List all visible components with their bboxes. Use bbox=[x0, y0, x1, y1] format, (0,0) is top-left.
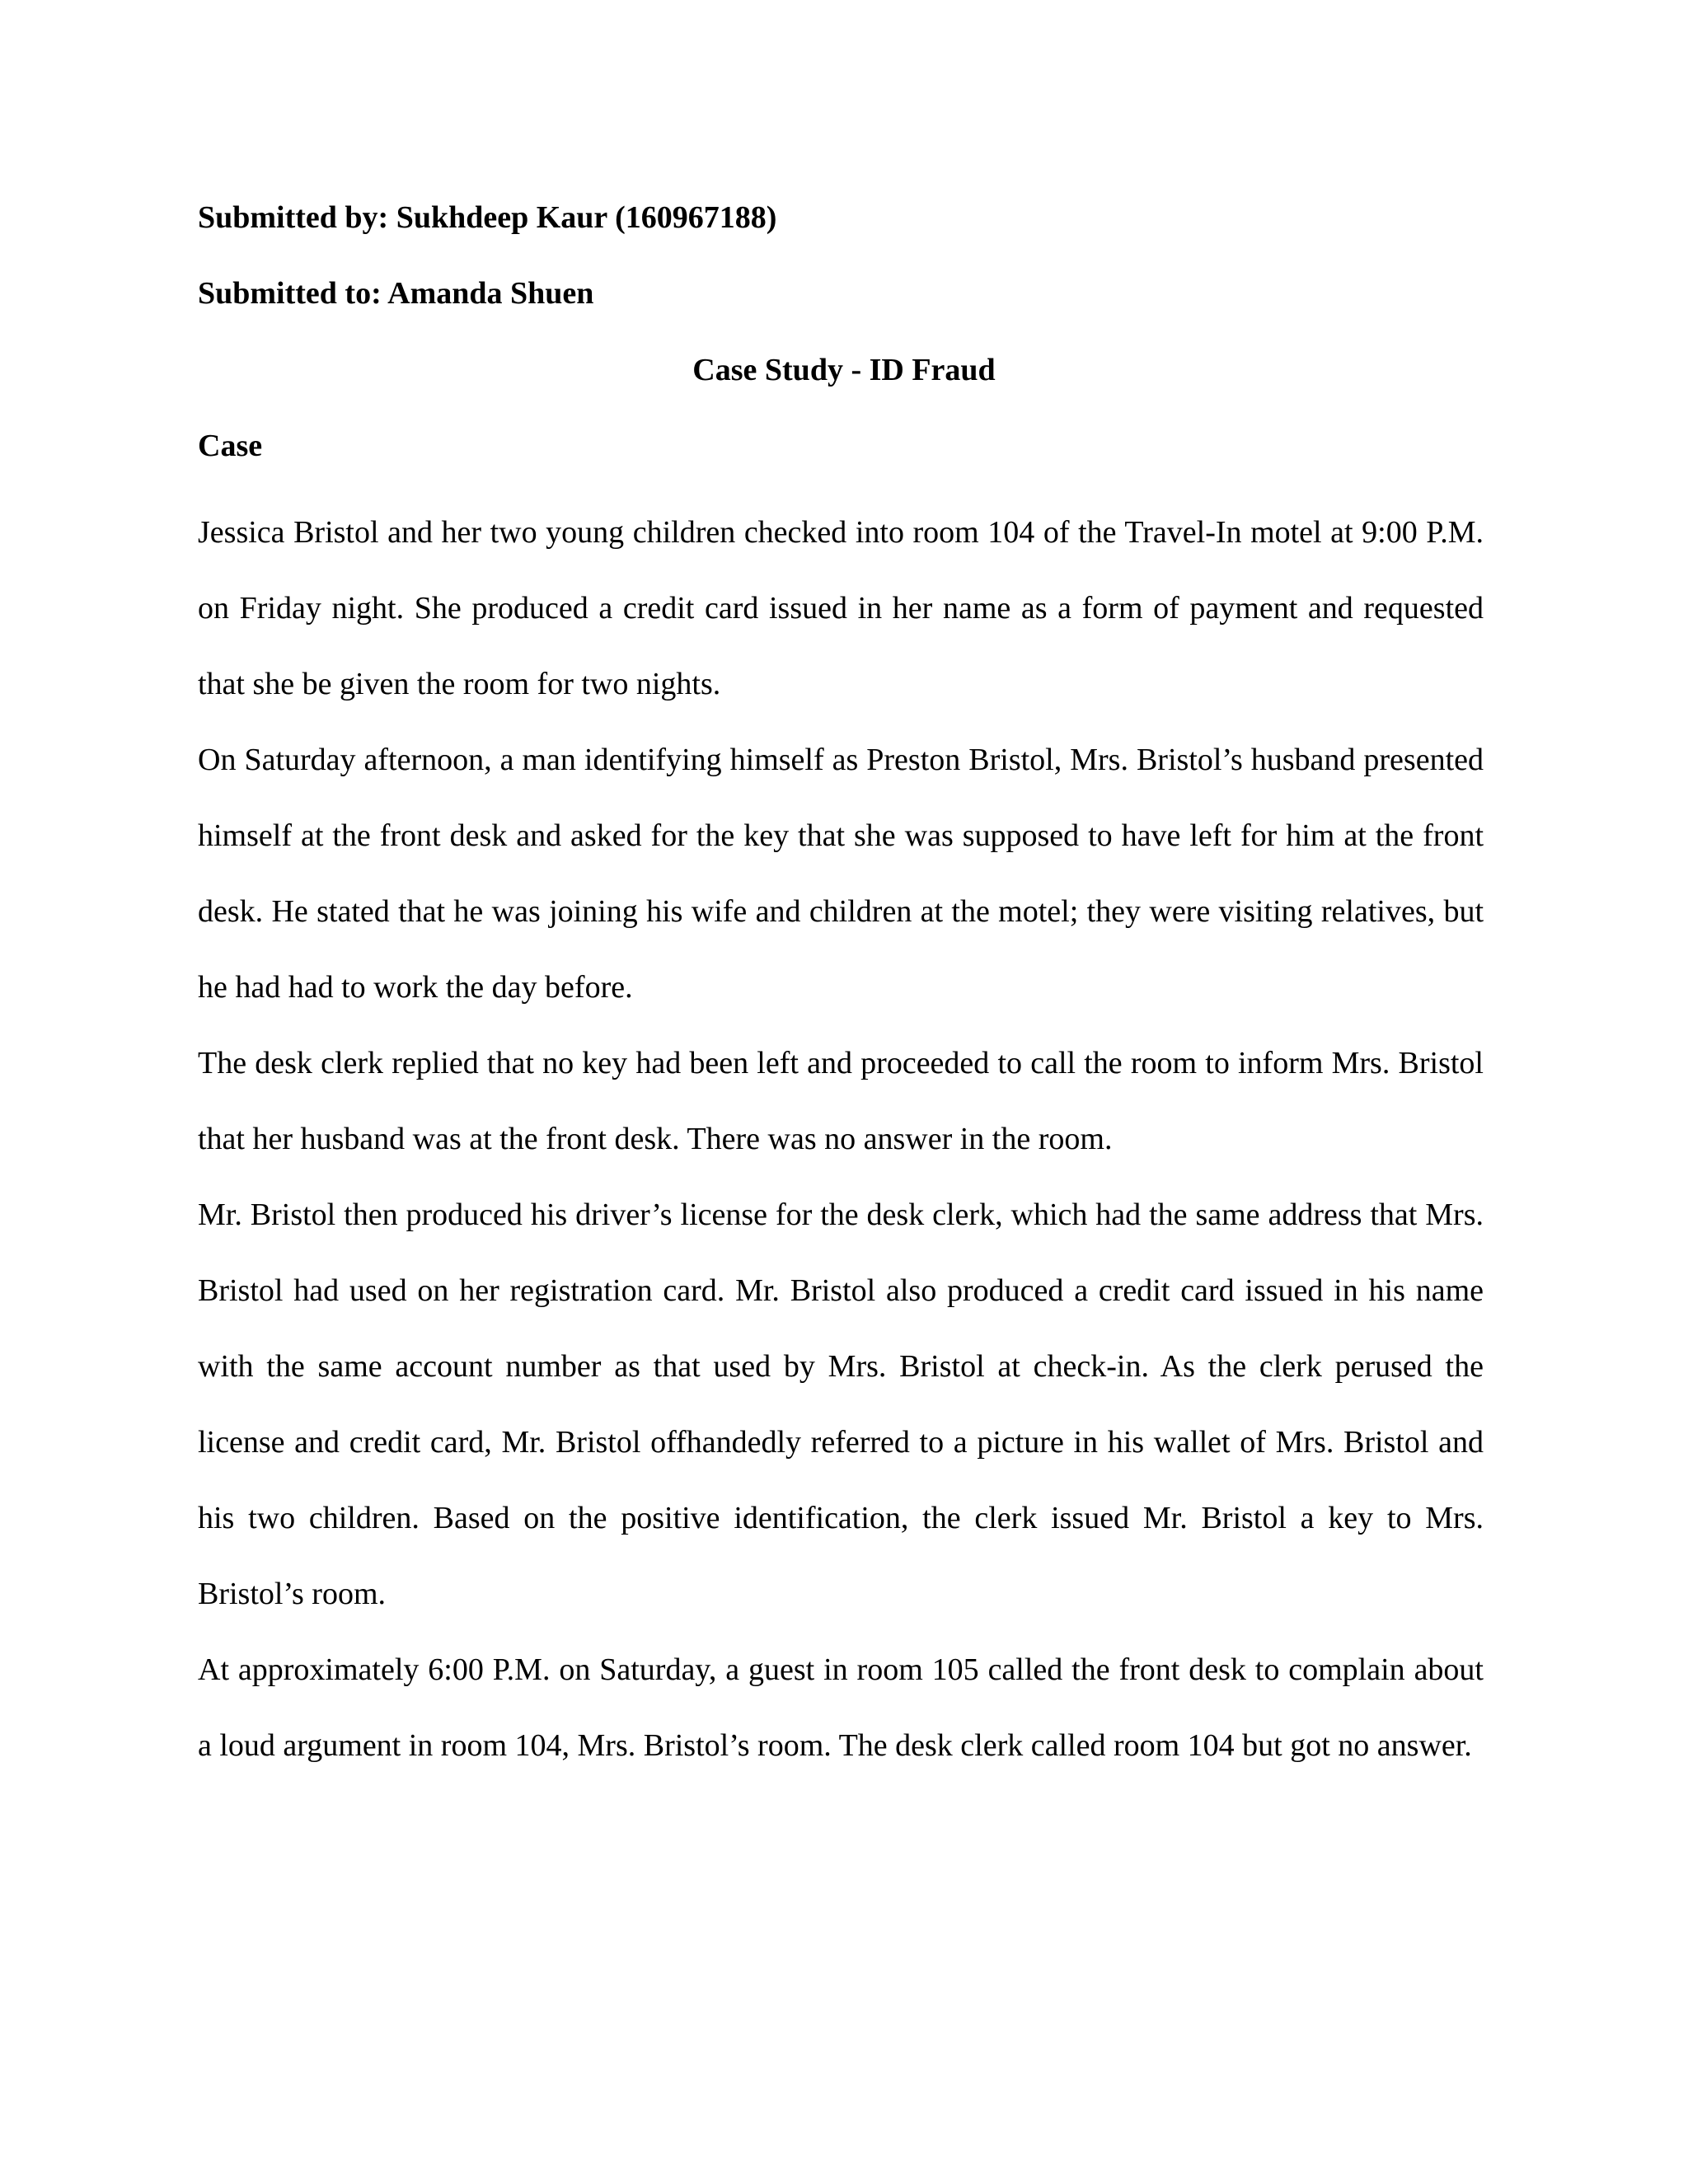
paragraph: Jessica Bristol and her two young children checked into room 104 of the Travel-In motel at 9:00 P.M. on Friday night. She produced a credit card issued in her name as a form of payment and requested that she be given the room for two nights. bbox=[198, 515, 1484, 701]
section-heading: Case bbox=[198, 429, 263, 463]
submitted-to: Submitted to: Amanda Shuen bbox=[198, 276, 594, 311]
paragraph: At approximately 6:00 P.M. on Saturday, a guest in room 105 called the front desk to complain about a loud argument in room 104, Mrs. Bristol’s room. The desk clerk called room 104 but got no answer. bbox=[198, 1652, 1484, 1763]
paragraph: The desk clerk replied that no key had been left and proceeded to call the room to inform Mrs. Bristol that her husband was at the front desk. There was no answer in the room. bbox=[198, 1046, 1484, 1156]
submitted-by: Submitted by: Sukhdeep Kaur (160967188) bbox=[198, 200, 777, 235]
document-title: Case Study - ID Fraud bbox=[692, 353, 996, 387]
paragraph: Mr. Bristol then produced his driver’s license for the desk clerk, which had the same address that Mrs. Bristol had used on her registration card. Mr. Bristol also produced a credit card issued in his name with the same account number as that used by Mrs. Bristol at check-in. As the clerk perused the license and credit card, Mr. Bristol offhandedly referred to a picture in his wallet of Mrs. Bristol and his two children. Based on the positive identification, the clerk issued Mr. Bristol a key to Mrs. Bristol’s room. bbox=[198, 1197, 1484, 1611]
case-body bbox=[198, 494, 1484, 1783]
paragraph: On Saturday afternoon, a man identifying himself as Preston Bristol, Mrs. Bristol’s husband presented himself at the front desk and asked for the key that she was supposed to have left for him at the front desk. He stated that he was joining his wife and children at the motel; they were visiting relatives, but he had had to work the day before. bbox=[198, 743, 1484, 1005]
